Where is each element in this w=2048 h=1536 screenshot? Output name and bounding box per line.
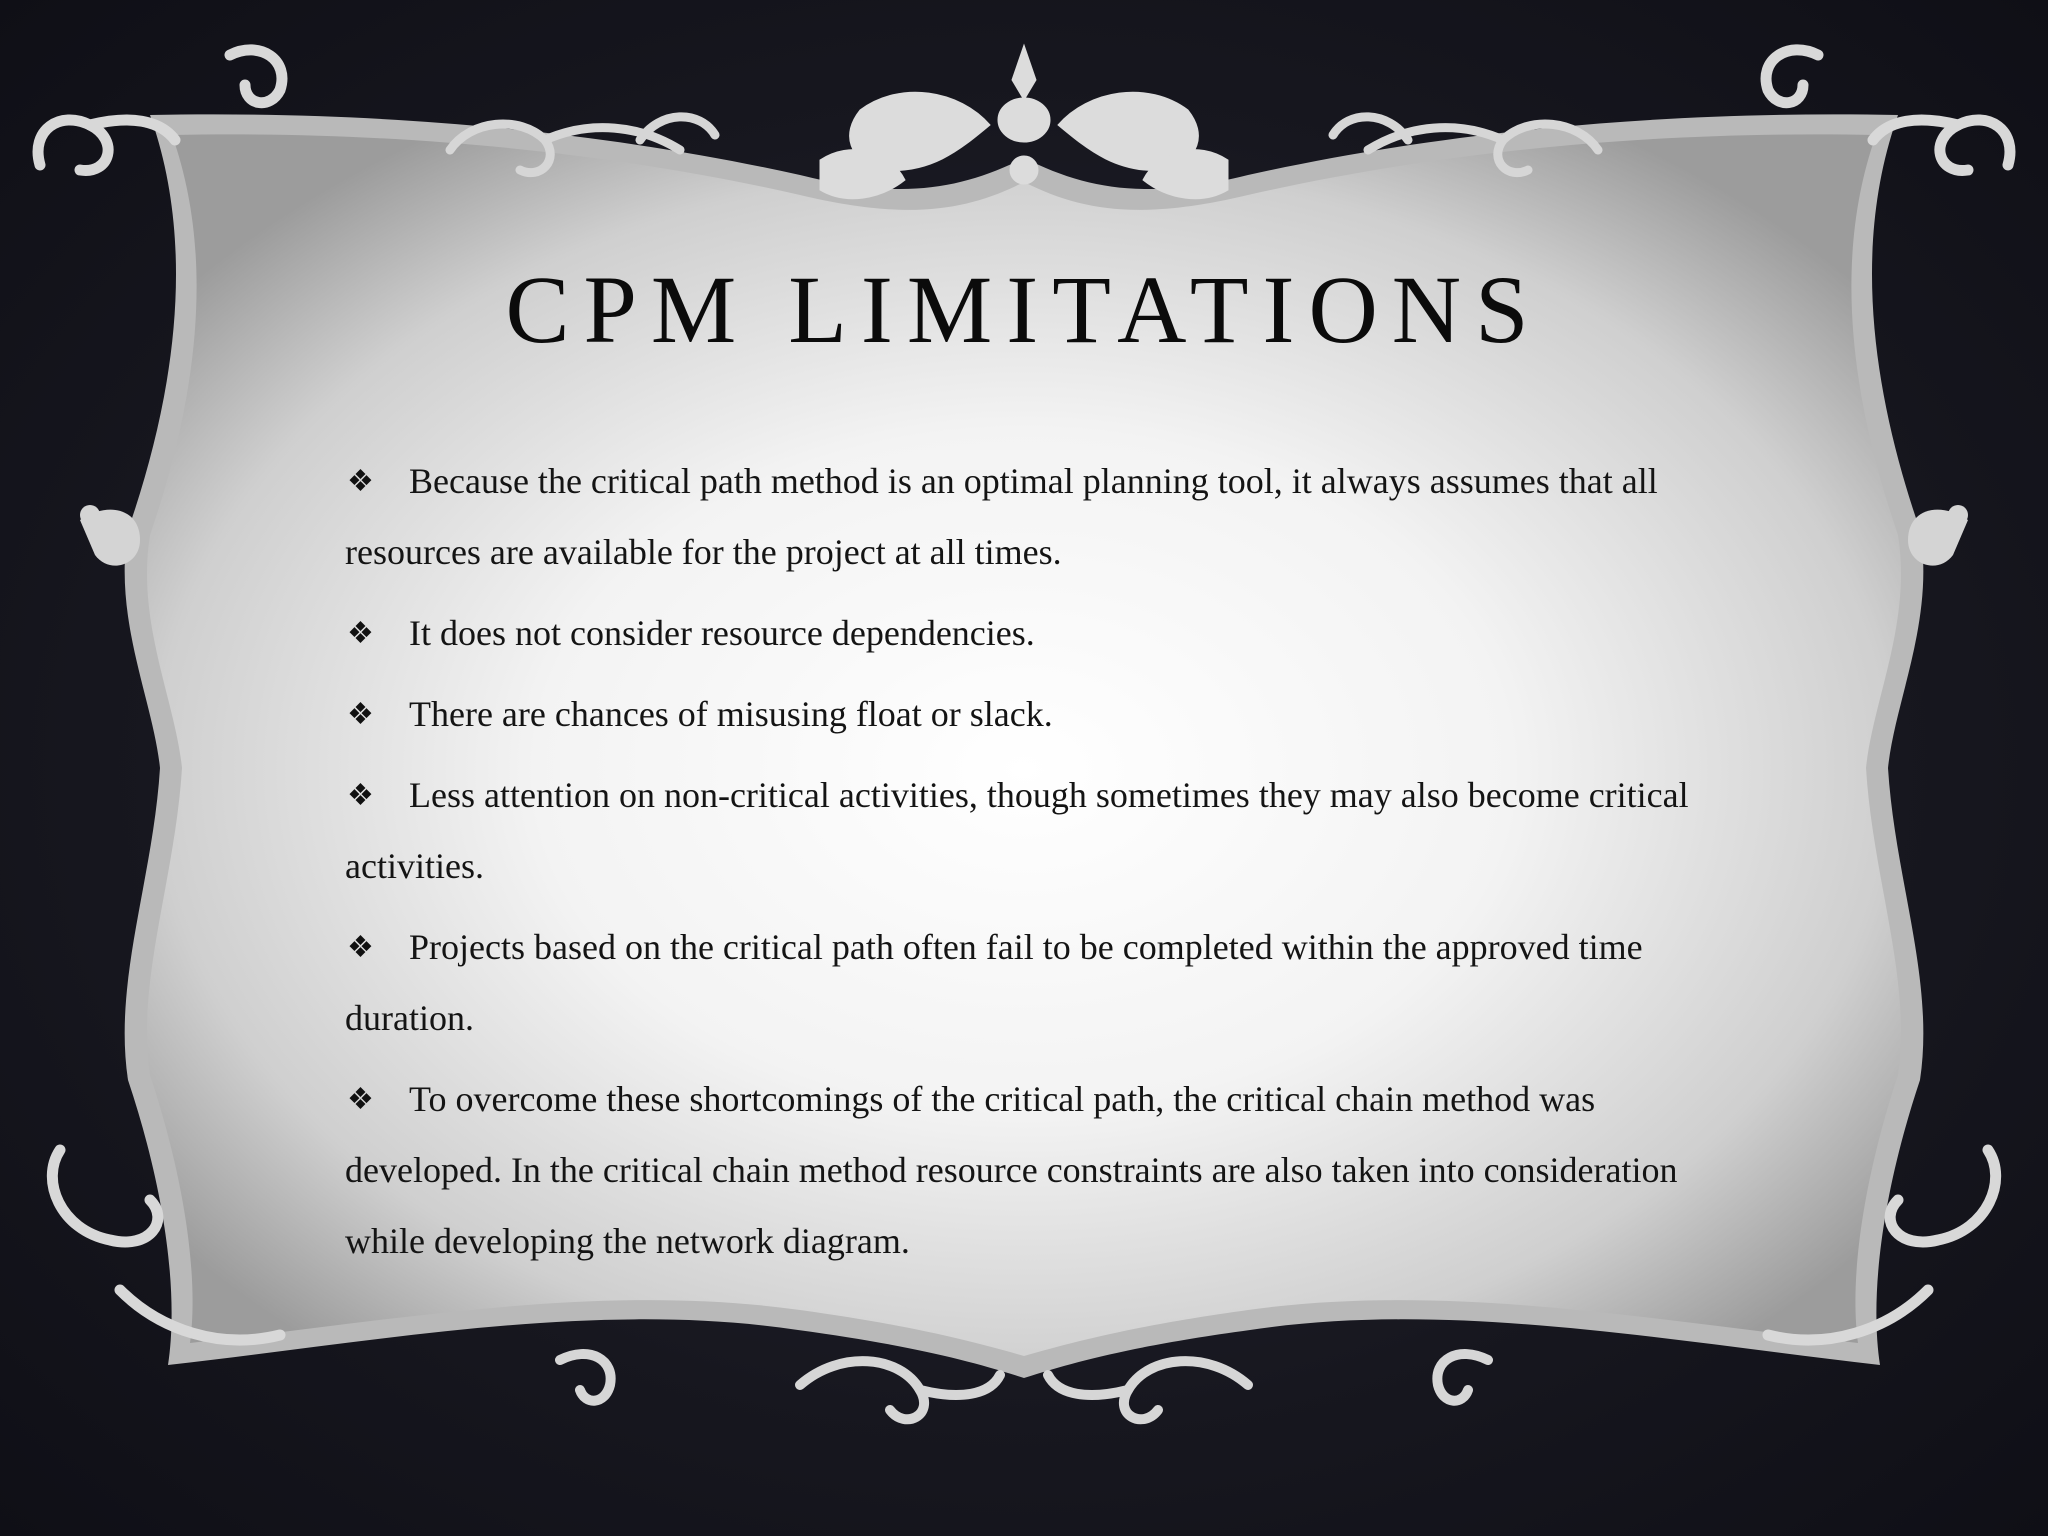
bullet-text: Because the critical path method is an optimal planning tool, it always assumes that all resources are available for the project at all times.	[345, 461, 1658, 572]
diamond-bullet-icon: ❖	[347, 698, 374, 731]
bullet-item	[345, 446, 1755, 588]
bullet-text: Less attention on non-critical activities, though sometimes they may also become critical activities.	[345, 775, 1689, 886]
bullet-item	[345, 679, 1755, 750]
bullet-text: There are chances of misusing float or slack.	[409, 694, 1053, 734]
bullet-text: To overcome these shortcomings of the critical path, the critical chain method was developed. In the critical chain method resource constraints are also taken into consideration while developing the network diagram.	[345, 1079, 1678, 1261]
bullet-item	[345, 1064, 1755, 1277]
diamond-bullet-icon: ❖	[347, 779, 374, 812]
bullet-item	[345, 912, 1755, 1054]
bullet-text: It does not consider resource dependencies.	[409, 613, 1035, 653]
diamond-bullet-icon: ❖	[347, 931, 374, 964]
slide-title: CPM LIMITATIONS	[505, 256, 1543, 363]
bullet-item	[345, 598, 1755, 669]
bullet-text: Projects based on the critical path often fail to be completed within the approved time duration.	[345, 927, 1643, 1038]
bullet-list	[345, 446, 1755, 1287]
diamond-bullet-icon: ❖	[347, 1083, 374, 1116]
bullet-item	[345, 760, 1755, 902]
diamond-bullet-icon: ❖	[347, 617, 374, 650]
diamond-bullet-icon: ❖	[347, 465, 374, 498]
